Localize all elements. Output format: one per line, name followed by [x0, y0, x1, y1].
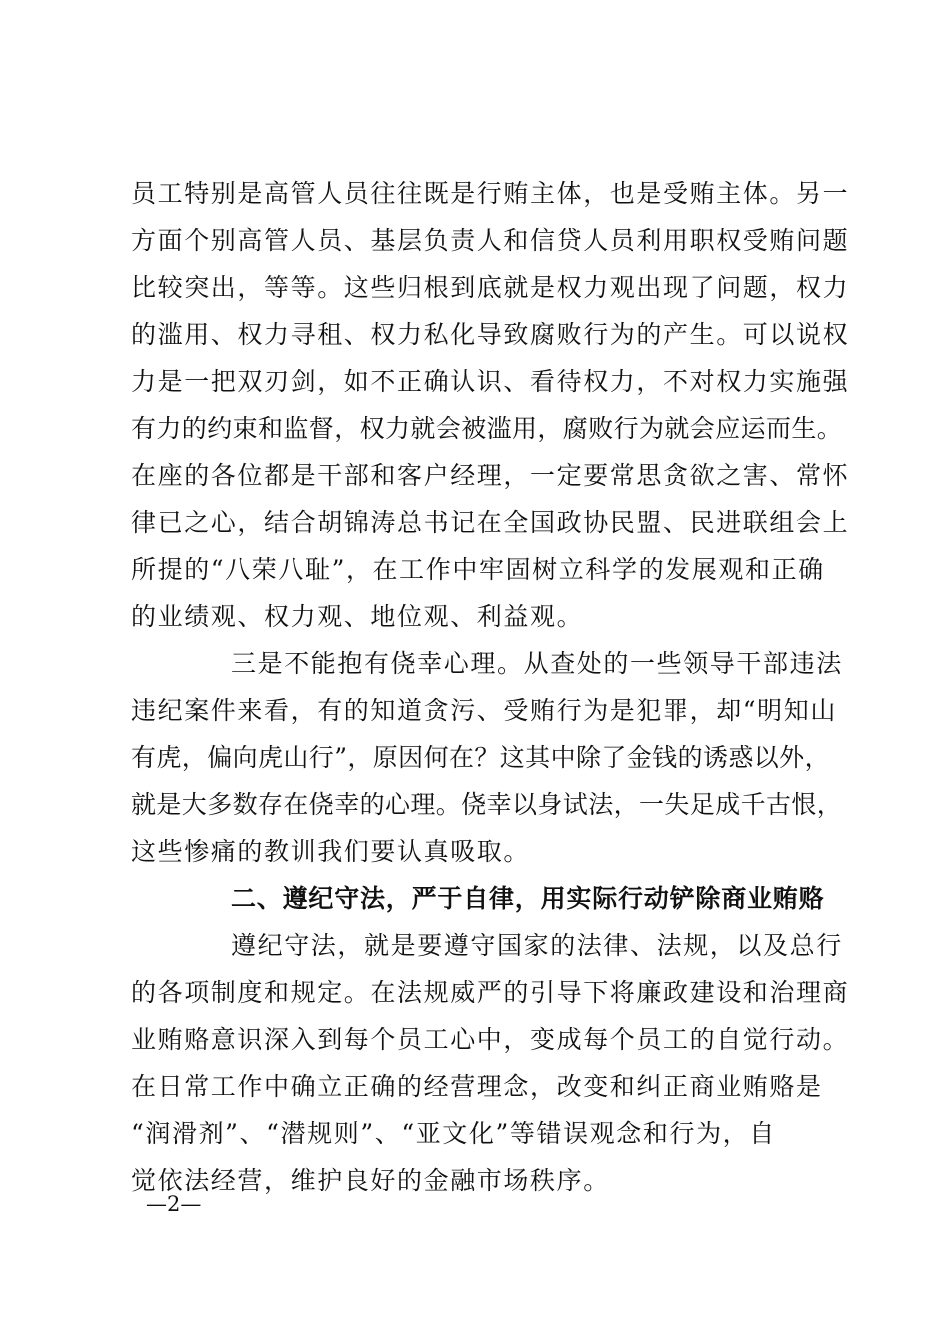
body-text-line: “润滑剂”、“潜规则”、“亚文化”等错误观念和行为，自	[131, 1119, 776, 1148]
body-text-line: 力是一把双刃剑，如不正确认识、看待权力，不对权力实施强	[131, 367, 850, 396]
body-text-line: 的业绩观、权力观、地位观、利益观。	[131, 602, 584, 631]
body-text-line: 在日常工作中确立正确的经营理念，改变和纠正商业贿赂是	[131, 1072, 823, 1101]
body-text-line: 在座的各位都是干部和客户经理，一定要常思贪欲之害、常怀	[131, 461, 850, 490]
paragraph-start-line: 遵纪守法，就是要遵守国家的法律、法规，以及总行	[231, 931, 843, 960]
body-text-line: 就是大多数存在侥幸的心理。侥幸以身试法，一失足成千古恨，	[131, 790, 843, 819]
body-text-line: 所提的“八荣八耻”，在工作中牢固树立科学的发展观和正确	[131, 555, 825, 584]
body-text-line: 的各项制度和规定。在法规威严的引导下将廉政建设和治理商	[131, 978, 850, 1007]
section-heading: 二、遵纪守法，严于自律，用实际行动铲除商业贿赂	[231, 884, 825, 913]
page-number: —2—	[146, 1192, 202, 1216]
body-text-line: 律已之心，结合胡锦涛总书记在全国政协民盟、民进联组会上	[131, 508, 850, 537]
body-text-line: 的滥用、权力寻租、权力私化导致腐败行为的产生。可以说权	[131, 320, 850, 349]
body-text-line: 比较突出，等等。这些归根到底就是权力观出现了问题，权力	[131, 273, 850, 302]
body-text-line: 觉依法经营，维护良好的金融市场秩序。	[131, 1166, 610, 1195]
body-text-line: 有虎，偏向虎山行”，原因何在？这其中除了金钱的诱惑以外，	[131, 743, 830, 772]
body-text-line: 这些惨痛的教训我们要认真吸取。	[131, 837, 531, 866]
body-text-line: 员工特别是高管人员往往既是行贿主体，也是受贿主体。另一	[131, 179, 850, 208]
body-text-line: 业贿赂意识深入到每个员工心中，变成每个员工的自觉行动。	[131, 1025, 850, 1054]
body-text-line: 方面个别高管人员、基层负责人和信贷人员利用职权受贿问题	[131, 226, 850, 255]
body-text-line: 有力的约束和监督，权力就会被滥用，腐败行为就会应运而生。	[131, 414, 843, 443]
body-text-line: 违纪案件来看，有的知道贪污、受贿行为是犯罪，却“明知山	[131, 696, 837, 725]
paragraph-start-line: 三是不能抱有侥幸心理。从查处的一些领导干部违法	[231, 649, 843, 678]
